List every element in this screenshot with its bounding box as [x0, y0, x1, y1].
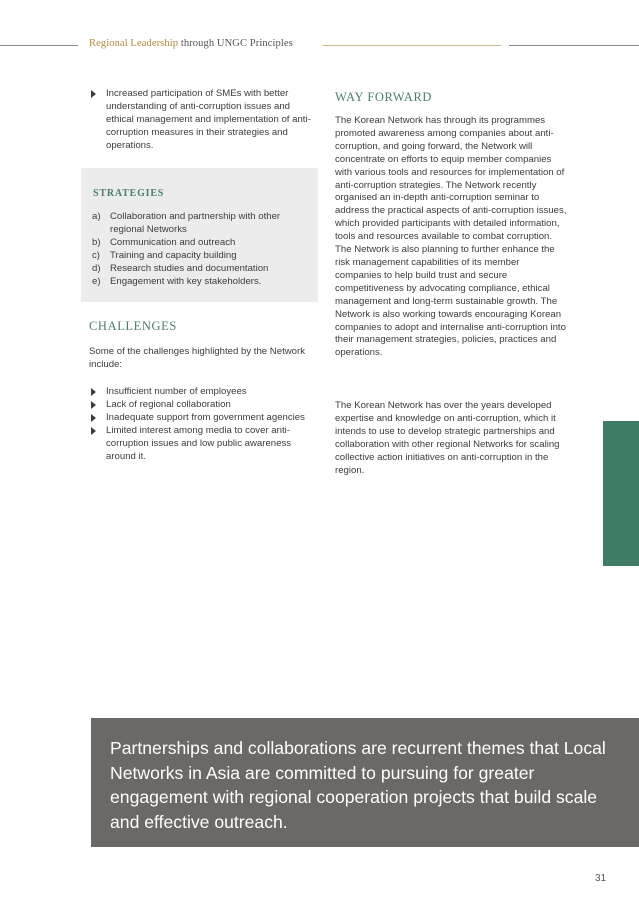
strategy-marker: c): [92, 249, 100, 261]
challenge-item: Lack of regional collaboration: [89, 399, 317, 412]
outcome-bullet: Increased participation of SMEs with better understanding of anti-corruption issues and ethical management and implementation of anti-corruption measures in their strategies and operations.: [89, 88, 317, 153]
way-forward-paragraph-2: The Korean Network has over the years developed expertise and knowledge on anti-corruption, which it intends to use to develop strategic partnerships and collaboration with other regional Networks for scaling collective action initiatives on anti-corruption in the region.: [335, 400, 560, 476]
pull-quote-box: [91, 718, 639, 847]
strategy-text: Research studies and documentation: [110, 262, 269, 274]
strategy-item: [92, 237, 314, 250]
strategy-item: [92, 250, 314, 263]
outcome-bullet-list: [89, 88, 317, 153]
strategy-text: Engagement with key stakeholders.: [110, 275, 262, 287]
strategy-marker: d): [92, 262, 101, 274]
header-rule-right: [509, 45, 639, 46]
strategy-text: Training and capacity building: [110, 249, 237, 261]
strategy-item: [92, 276, 314, 289]
strategy-item: [92, 211, 314, 237]
running-header: [89, 38, 293, 49]
way-forward-paragraph-1: The Korean Network has through its programmes promoted awareness among companies about anti-corruption, and going forward, the Network will concentrate on efforts to equip member companies with various tools and resources for implementation of anti-corruption strategies. The Network recently organised an in-depth anti-corruption seminar to address the practical aspects of anti-corruption issues, which provided participants with detailed information, tools and resources available to combat corruption. The Network is also planning to further enhance the risk management capabilities of its member companies to help build trust and secure competitiveness by advocating compliance, ethical management and long-term sustainable growth. The Network is also working towards encouraging Korean companies to adopt and internalise anti-corruption into their management strategies, policies, practices and operations.: [335, 115, 567, 359]
challenge-item: Insufficient number of employees: [89, 386, 317, 399]
strategy-marker: e): [92, 275, 101, 287]
challenges-intro: Some of the challenges highlighted by the Network include:: [89, 346, 305, 370]
section-tab: [603, 421, 639, 566]
challenge-item: Inadequate support from government agencies: [89, 412, 317, 425]
way-forward-heading: WAY FORWARD: [335, 90, 433, 104]
strategy-item: [92, 263, 314, 276]
running-header-accent: Regional Leadership: [89, 38, 179, 49]
strategy-marker: a): [92, 211, 101, 222]
pull-quote: Partnerships and collaborations are recurrent themes that Local Networks in Asia are committed to pursuing for greater engagement with regional cooperation projects that build scale and effective outreach.: [110, 738, 606, 832]
strategies-title: STRATEGIES: [93, 188, 165, 199]
challenges-heading: CHALLENGES: [89, 319, 177, 333]
strategy-marker: b): [92, 236, 101, 248]
strategies-list: [92, 211, 314, 288]
strategy-text: Communication and outreach: [110, 236, 236, 248]
challenge-item: Limited interest among media to cover anti-corruption issues and low public awareness around it.: [89, 425, 317, 464]
challenges-list: [89, 386, 317, 463]
strategies-box: [81, 168, 318, 302]
header-rule-gold: [323, 45, 501, 46]
running-header-rest: through UNGC Principles: [178, 38, 293, 49]
header-rule-left: [0, 45, 78, 46]
page-number: 31: [595, 873, 607, 884]
strategy-text: Collaboration and partnership with other regional Networks: [110, 211, 281, 235]
